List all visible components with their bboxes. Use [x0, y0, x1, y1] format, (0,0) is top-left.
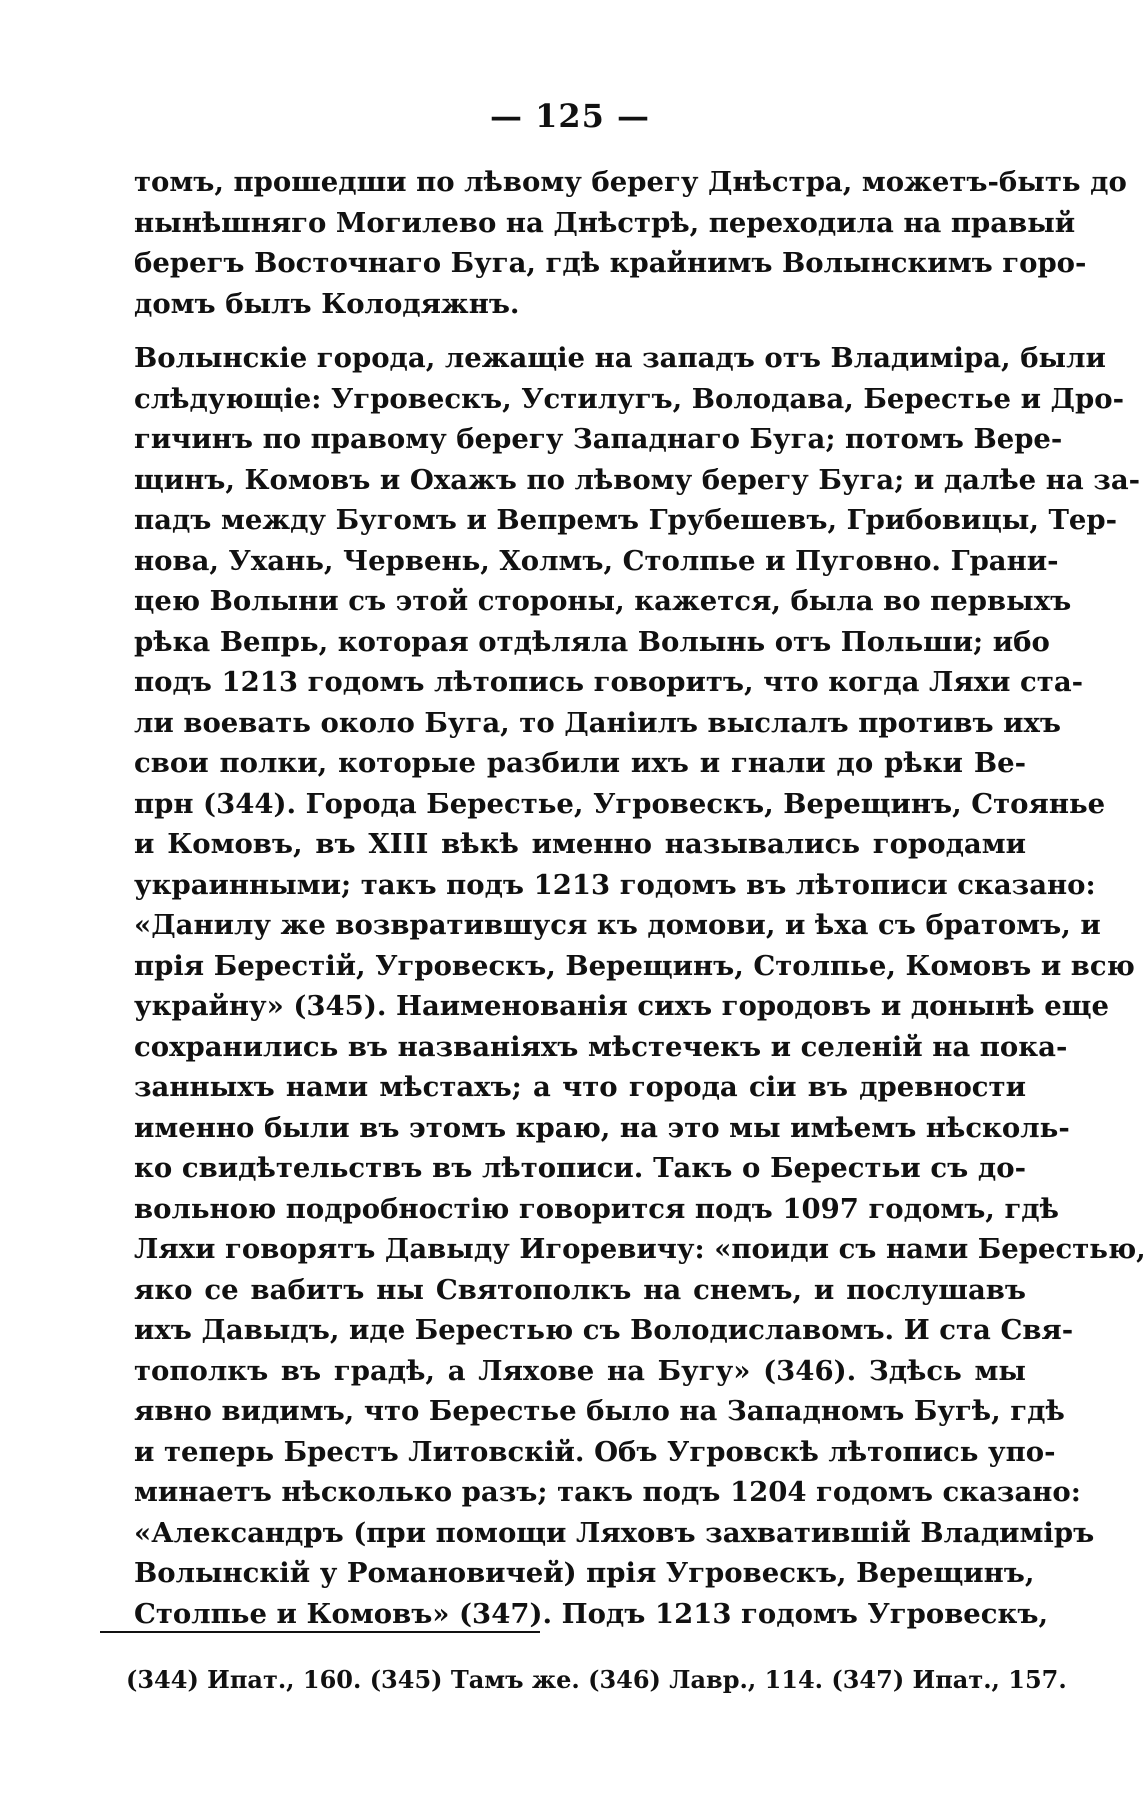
text-line: нынѣшняго Могилево на Днѣстрѣ, переходила на правый [134, 206, 1076, 239]
main-text [134, 162, 1146, 1634]
text-line: падъ между Бугомъ и Вепремъ Грубешевъ, Грибовицы, Тер- [134, 504, 1118, 536]
text-line: минаетъ нѣсколько разъ; такъ подъ 1204 годомъ сказано: [134, 1476, 1081, 1508]
paragraph-gap [134, 324, 1026, 338]
text-line: нова, Ухань, Червень, Холмъ, Столпье и Пуговно. Грани- [134, 544, 1059, 577]
text-line: яко се вабитъ ны Святополкъ на снемъ, и послушавъ [134, 1273, 1026, 1306]
text-line: берегъ Восточнаго Буга, гдѣ крайнимъ Волынскимъ горо- [134, 247, 1087, 279]
text-line: щинъ, Комовъ и Охажъ по лѣвому берегу Буга; и далѣе на за- [134, 463, 1141, 496]
text-line: ихъ Давыдъ, иде Берестью съ Володиславомъ. И ста Свя- [134, 1314, 1074, 1346]
text-line: Столпье и Комовъ» (347). Подъ 1213 годомъ Угровескъ, [134, 1597, 1049, 1630]
text-line: рѣка Вепрь, которая отдѣляла Волынь отъ Польши; ибо [134, 625, 1050, 658]
text-line: Ляхи говорятъ Давыду Игоревичу: «поиди съ нами Берестью, [134, 1233, 1146, 1265]
footnote-rule [100, 1631, 540, 1633]
text-line: прн (344). Города Берестье, Угровескъ, Верещинъ, Стоянье [134, 787, 1106, 820]
text-line: подъ 1213 годомъ лѣтопись говоритъ, что когда Ляхи ста- [134, 666, 1084, 698]
text-line: Волынскій у Романовичей) прія Угровескъ, Верещинъ, [134, 1557, 1035, 1589]
text-line: ко свидѣтельствъ въ лѣтописи. Такъ о Берестьи съ до- [134, 1152, 1026, 1184]
text-line: украйну» (345). Наименованія сихъ городовъ и донынѣ еще [134, 990, 1109, 1022]
text-line: тополкъ въ градѣ, а Ляхове на Бугу» (346). Здѣсь мы [134, 1354, 1026, 1387]
paragraph-1 [134, 162, 1127, 324]
text-line: занныхъ нами мѣстахъ; а что города сіи въ древности [134, 1071, 1026, 1103]
text-line: явно видимъ, что Берестье было на Западномъ Бугѣ, гдѣ [134, 1395, 1065, 1427]
text-line: свои полки, которые разбили ихъ и гнали до рѣки Ве- [134, 747, 1026, 779]
text-line: цею Волыни съ этой стороны, кажется, была во первыхъ [134, 585, 1072, 617]
text-line: ли воевать около Буга, то Даніилъ выслалъ противъ ихъ [134, 706, 1062, 739]
text-line: Волынскіе города, лежащіе на западъ отъ Владиміра, были [134, 342, 1106, 374]
text-line: «Александръ (при помощи Ляховъ захватившій Владиміръ [134, 1516, 1095, 1549]
text-line: вольною подробностію говорится подъ 1097 годомъ, гдѣ [134, 1192, 1059, 1225]
text-line: гичинъ по правому берегу Западнаго Буга; потомъ Вере- [134, 423, 1063, 455]
page-number: — 125 — [489, 97, 651, 135]
paragraph-2 [134, 338, 1146, 1634]
text-line: украинными; такъ подъ 1213 годомъ въ лѣтописи сказано: [134, 868, 1096, 901]
text-line: и Комовъ, въ XIII вѣкѣ именно назывались городами [134, 828, 1026, 860]
footnotes: (344) Ипат., 160. (345) Тамъ же. (346) Лавр., 114. (347) Ипат., 157. [126, 1665, 1067, 1694]
text-line: и теперь Брестъ Литовскій. Объ Угровскѣ лѣтопись упо- [134, 1435, 1056, 1468]
text-line: сохранились въ названіяхъ мѣстечекъ и селеній на пока- [134, 1030, 1068, 1063]
text-line: томъ, прошедши по лѣвому берегу Днѣстра, можетъ-быть до [134, 166, 1127, 198]
text-line: «Данилу же возвратившуся къ домови, и ѣха съ братомъ, и [134, 909, 1101, 941]
text-line: прія Берестій, Угровескъ, Верещинъ, Столпье, Комовъ и всю [134, 949, 1135, 982]
text-line: слѣдующіе: Угровескъ, Устилугъ, Володава, Берестье и Дро- [134, 382, 1124, 415]
text-line: домъ былъ Колодяжнъ. [134, 287, 520, 320]
text-line: именно были въ этомъ краю, на это мы имѣемъ нѣсколь- [134, 1111, 1070, 1144]
